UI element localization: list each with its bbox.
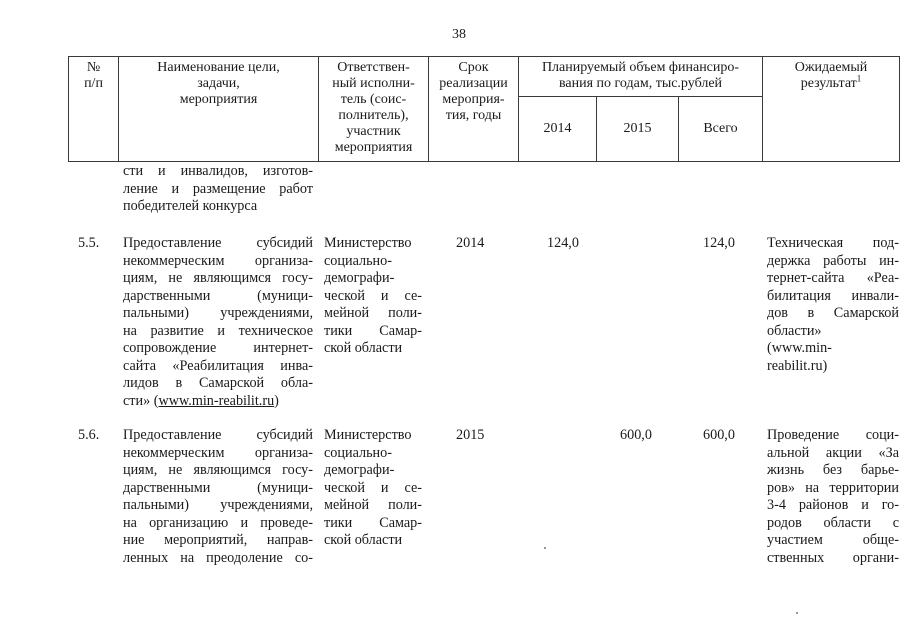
row-amount-total: 124,0: [703, 235, 735, 251]
scan-speck: [544, 547, 546, 549]
row-result: Проведение соци- альной акции «За жизнь без барье- ров» на территории 3-4 районов и го- родов области с участием обще- ственных органи-: [767, 427, 899, 566]
header-col-result: Ожидаемый результат$^1$: [794, 60, 868, 91]
financing-subheader-border: [518, 96, 763, 97]
row-responsible: Министерство социально- демографи- ческой и се- мейной поли- тики Самар- ской области: [324, 235, 422, 356]
header-year-2015: 2015: [623, 121, 652, 136]
website-link[interactable]: www.min-reabilit.ru: [158, 392, 275, 409]
header-top-border: [68, 56, 900, 57]
continuation-text: сти и инвалидов, изготов- ление и размещение работ победителей конкурса: [123, 163, 313, 214]
header-col-number: № п/п: [84, 60, 103, 91]
scan-speck: [796, 612, 798, 614]
row-amount-total: 600,0: [703, 427, 735, 443]
row-name: Предоставление субсидий некоммерческим организа- циям, не являющимся госу- дарственными (муници- пальными) учреждениями, на организацию и проведе- ние мероприятий, направ- ленных на преодоление со-: [123, 427, 313, 566]
row-result: Техническая под- держка работы ин- тернет-сайта «Реа- билитация инвали- дов в Самарской области» (www.min- reabilit.ru): [767, 235, 899, 374]
header-bottom-border: [68, 161, 900, 162]
row-number: 5.5.: [78, 235, 100, 251]
header-col-term: Срок реализации мероприя- тия, годы: [439, 60, 508, 123]
row-number: 5.6.: [78, 427, 100, 443]
header-col-responsible: Ответствен- ный исполни- тель (соис- полнитель), участник мероприятия: [332, 60, 415, 155]
row-term: 2015: [456, 427, 485, 443]
header-year-2014: 2014: [543, 121, 572, 136]
footnote-mark: 1: [856, 73, 862, 84]
row-name: Предоставление субсидий некоммерческим организа- циям, не являющимся госу- дарственными (муници- пальными) учреждениями, на развитие и техническое сопровождение интернет- сайта «Реабилитация инва- лидов в Самарской обла- сти» (www.min-reabilit.ru): [123, 235, 313, 409]
row-term: 2014: [456, 235, 485, 251]
row-amount-2015: 600,0: [620, 427, 652, 443]
row-amount-2014: 124,0: [547, 235, 579, 251]
header-col-name: Наименование цели, задачи, мероприятия: [157, 60, 280, 107]
page-number: 38: [452, 27, 466, 42]
row-responsible: Министерство социально- демографи- ческой и се- мейной поли- тики Самар- ской области: [324, 427, 422, 548]
header-col-financing: Планируемый объем финансиро- вания по годам, тыс.рублей: [541, 60, 740, 91]
header-right-border: [899, 56, 900, 162]
header-total: Всего: [703, 121, 738, 136]
